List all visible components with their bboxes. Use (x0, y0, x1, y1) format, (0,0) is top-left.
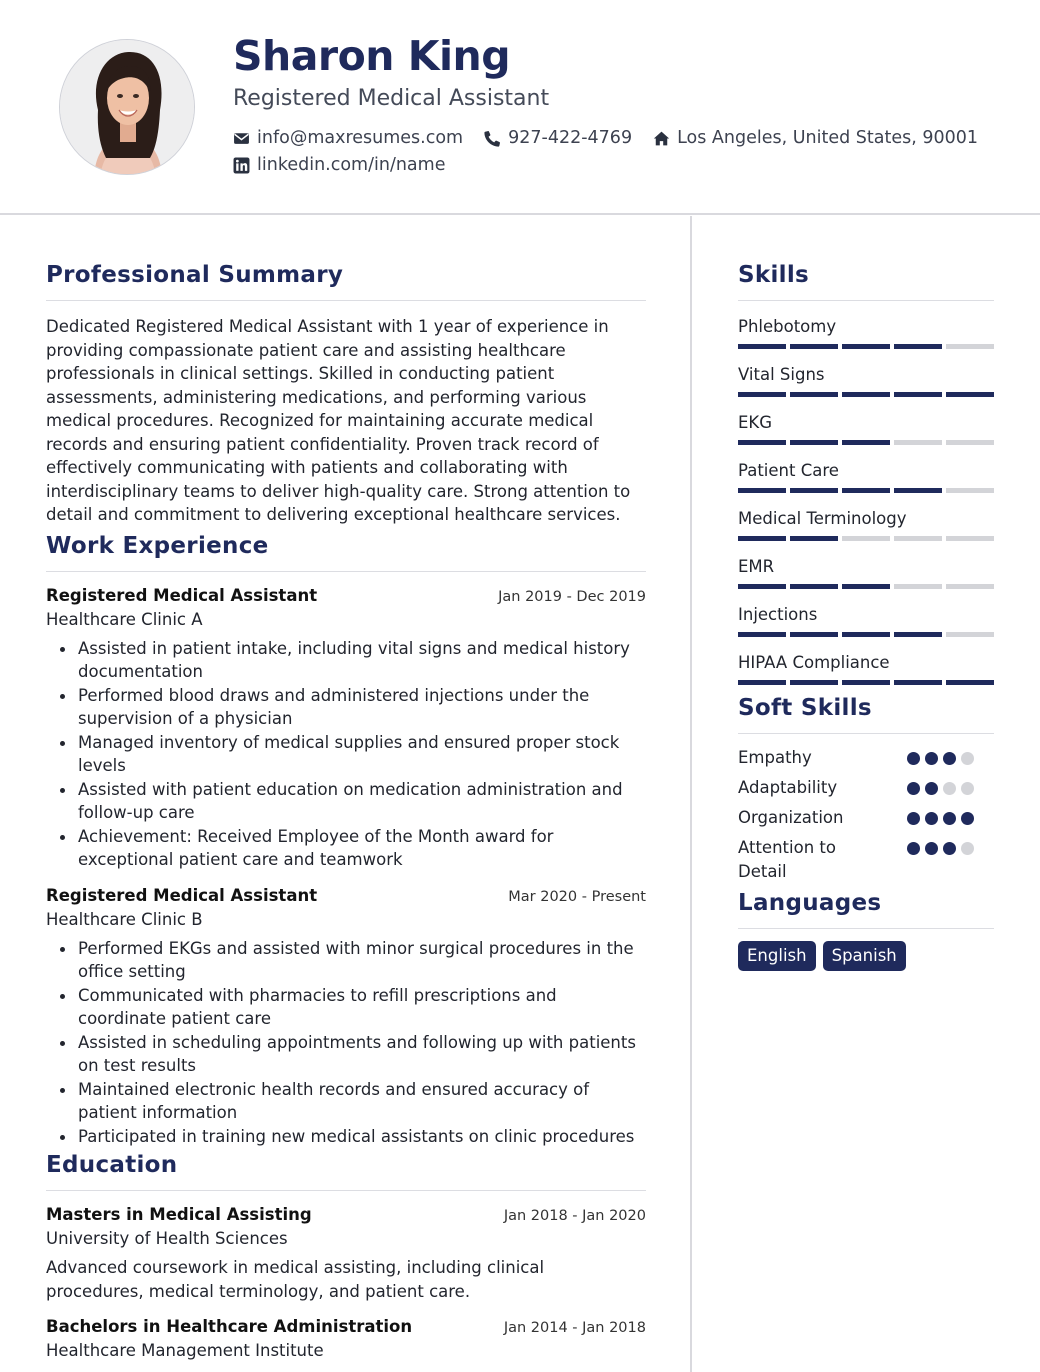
soft-skill-rating (907, 752, 974, 765)
soft-skill-item (738, 746, 994, 776)
skill-name: Phlebotomy (738, 317, 837, 336)
rating-dot (961, 812, 974, 825)
job-org: Healthcare Clinic A (46, 609, 203, 629)
job-bullet: Managed inventory of medical supplies and ensured proper stock levels (78, 731, 646, 778)
section-title: Soft Skills (738, 695, 872, 721)
job-bullet: Performed EKGs and assisted with minor surgical procedures in the office setting (78, 937, 646, 984)
section-title: Languages (738, 890, 882, 916)
section-divider (738, 928, 994, 929)
skill-level-segment (738, 632, 786, 637)
skill-level-segment (894, 536, 942, 541)
soft-skill-item (738, 836, 994, 884)
rating-dot (943, 812, 956, 825)
rating-dot (961, 842, 974, 855)
skill-item (738, 507, 994, 541)
section-title: Work Experience (46, 532, 269, 559)
candidate-title: Registered Medical Assistant (233, 86, 550, 111)
soft-skill-name: Adaptability (738, 778, 838, 797)
rating-dot (925, 812, 938, 825)
resume-header (0, 0, 1040, 215)
phone-icon (484, 130, 501, 147)
skill-level-segment (894, 680, 942, 685)
education-header (46, 1315, 646, 1339)
skill-level-segment (790, 584, 838, 589)
rating-dot (907, 782, 920, 795)
job-bullet: Assisted in patient intake, including vital signs and medical history documentation (78, 637, 646, 684)
job-bullet: Assisted with patient education on medication administration and follow-up care (78, 778, 646, 825)
professional-summary-section (46, 258, 646, 527)
job-bullet: Assisted in scheduling appointments and following up with patients on test results (78, 1031, 646, 1078)
education-entry (46, 1203, 646, 1303)
education-header (46, 1203, 646, 1227)
main-column (46, 258, 646, 1368)
job-bullet: Participated in training new medical assistants on clinic procedures (78, 1125, 646, 1149)
job-bullets (46, 937, 646, 1149)
skill-level-segment (894, 488, 942, 493)
skill-level-segment (738, 488, 786, 493)
education-date: Jan 2014 - Jan 2018 (503, 1320, 646, 1336)
skill-level-segment (842, 632, 890, 637)
section-divider (738, 300, 994, 301)
skill-level-bar (738, 584, 994, 589)
degree: Bachelors in Healthcare Administration (46, 1317, 413, 1336)
summary-text: Dedicated Registered Medical Assistant with 1 year of experience in providing compassionate patient care and assisting healthcare professionals in clinical settings. Skilled in conducting patient assessments, administering medications, and performing various medical procedures. Recognized for maintaining accurate medical records and ensuring patient confidentiality. Proven track record of effectively communicating with patients and collaborating with interdisciplinary teams to deliver high-quality care. Strong attention to detail and commitment to delivering exceptional healthcare services. (46, 317, 631, 524)
portrait-image (60, 40, 195, 175)
education-date: Jan 2018 - Jan 2020 (503, 1208, 646, 1224)
envelope-icon (233, 130, 250, 147)
job-org: Healthcare Clinic B (46, 909, 203, 929)
soft-skill-name: Organization (738, 808, 844, 827)
skill-level-segment (790, 632, 838, 637)
skill-level-segment (842, 584, 890, 589)
rating-dot (943, 782, 956, 795)
job-entry (46, 884, 646, 1149)
job-date: Mar 2020 - Present (508, 888, 646, 905)
location-text: Los Angeles, United States, 90001 (677, 128, 979, 148)
skill-item (738, 363, 994, 397)
skill-level-segment (946, 488, 994, 493)
skill-item (738, 459, 994, 493)
sidebar-column (738, 258, 994, 971)
soft-skills-section (738, 691, 994, 884)
skill-name: Patient Care (738, 461, 839, 480)
skill-level-segment (842, 536, 890, 541)
section-divider (46, 571, 646, 572)
job-role: Registered Medical Assistant (46, 885, 318, 905)
section-title: Skills (738, 262, 810, 288)
email-text: info@maxresumes.com (257, 128, 464, 148)
section-title: Professional Summary (46, 262, 344, 288)
education-description: Advanced coursework in medical assisting, including clinical procedures, medical terminology, and patient care. (46, 1258, 545, 1301)
soft-skill-rating (907, 782, 974, 795)
school: University of Health Sciences (46, 1229, 288, 1248)
skill-level-segment (738, 344, 786, 349)
skill-name: EKG (738, 413, 773, 432)
phone-text: 927-422-4769 (508, 128, 633, 148)
rating-dot (943, 842, 956, 855)
skill-level-segment (946, 536, 994, 541)
education-section (46, 1148, 646, 1362)
section-divider (46, 300, 646, 301)
soft-skill-name: Empathy (738, 748, 812, 767)
skill-level-segment (894, 632, 942, 637)
job-date: Jan 2019 - Dec 2019 (498, 588, 646, 605)
job-role: Registered Medical Assistant (46, 585, 318, 605)
rating-dot (925, 782, 938, 795)
home-icon (653, 130, 670, 147)
rating-dot (943, 752, 956, 765)
rating-dot (925, 752, 938, 765)
skill-item (738, 411, 994, 445)
skill-level-segment (738, 392, 786, 397)
skill-level-segment (946, 392, 994, 397)
section-divider (46, 1190, 646, 1191)
rating-dot (907, 842, 920, 855)
job-bullets (46, 637, 646, 872)
contact-linkedin[interactable] (233, 155, 445, 175)
skill-level-segment (738, 584, 786, 589)
job-bullet: Achievement: Received Employee of the Month award for exceptional patient care and teamwork (78, 825, 646, 872)
column-divider (690, 216, 692, 1372)
soft-skill-rating (907, 812, 974, 825)
soft-skill-name: Attention to Detail (738, 838, 836, 881)
languages-section (738, 886, 994, 971)
job-entry (46, 584, 646, 872)
skill-level-segment (842, 680, 890, 685)
skill-level-segment (894, 440, 942, 445)
skill-level-segment (738, 680, 786, 685)
skill-level-segment (738, 536, 786, 541)
skill-level-segment (842, 440, 890, 445)
language-badge: Spanish (823, 941, 906, 971)
skill-level-segment (790, 680, 838, 685)
skill-level-segment (946, 584, 994, 589)
skill-level-bar (738, 536, 994, 541)
skill-level-segment (946, 680, 994, 685)
contact-phone[interactable] (484, 128, 632, 148)
skill-name: Medical Terminology (738, 509, 907, 528)
skill-level-segment (842, 344, 890, 349)
skill-level-segment (790, 488, 838, 493)
profile-photo (59, 39, 195, 175)
skill-level-segment (946, 440, 994, 445)
skill-level-segment (946, 632, 994, 637)
skill-item (738, 651, 994, 685)
skill-level-segment (842, 488, 890, 493)
contact-row-2 (233, 155, 466, 175)
job-bullet: Maintained electronic health records and ensured accuracy of patient information (78, 1078, 646, 1125)
skill-level-segment (894, 392, 942, 397)
education-entry (46, 1315, 646, 1362)
rating-dot (961, 782, 974, 795)
rating-dot (907, 752, 920, 765)
skill-level-segment (738, 440, 786, 445)
job-bullet: Communicated with pharmacies to refill prescriptions and coordinate patient care (78, 984, 646, 1031)
skill-level-segment (790, 344, 838, 349)
skill-level-segment (894, 344, 942, 349)
section-title: Education (46, 1152, 178, 1178)
job-header (46, 884, 646, 908)
skill-level-segment (946, 344, 994, 349)
skill-name: Injections (738, 605, 818, 624)
rating-dot (925, 842, 938, 855)
job-bullet: Performed blood draws and administered injections under the supervision of a physician (78, 684, 646, 731)
language-badge: English (738, 941, 816, 971)
skill-level-bar (738, 440, 994, 445)
soft-skill-item (738, 806, 994, 836)
skill-level-segment (790, 536, 838, 541)
candidate-name: Sharon King (233, 32, 511, 80)
languages-list (738, 941, 994, 971)
contact-email[interactable] (233, 128, 463, 148)
skill-level-segment (842, 392, 890, 397)
contact-location (653, 128, 978, 148)
linkedin-text: linkedin.com/in/name (257, 155, 446, 175)
soft-skill-rating (907, 842, 974, 855)
skill-name: HIPAA Compliance (738, 653, 890, 672)
skill-level-segment (894, 584, 942, 589)
skill-level-bar (738, 488, 994, 493)
skills-section (738, 258, 994, 685)
skill-level-bar (738, 392, 994, 397)
section-divider (738, 733, 994, 734)
skill-item (738, 315, 994, 349)
skills-list (738, 315, 994, 685)
rating-dot (907, 812, 920, 825)
skill-level-bar (738, 680, 994, 685)
skill-item (738, 555, 994, 589)
school: Healthcare Management Institute (46, 1341, 324, 1360)
skill-level-bar (738, 632, 994, 637)
skill-name: EMR (738, 557, 775, 576)
skill-level-bar (738, 344, 994, 349)
work-experience-section (46, 529, 646, 1149)
skill-level-segment (790, 392, 838, 397)
degree: Masters in Medical Assisting (46, 1205, 312, 1224)
soft-skill-item (738, 776, 994, 806)
linkedin-icon (233, 157, 250, 174)
skill-name: Vital Signs (738, 365, 825, 384)
soft-skills-list (738, 746, 994, 884)
skill-level-segment (790, 440, 838, 445)
skill-item (738, 603, 994, 637)
contact-row (233, 128, 999, 148)
rating-dot (961, 752, 974, 765)
job-header (46, 584, 646, 608)
